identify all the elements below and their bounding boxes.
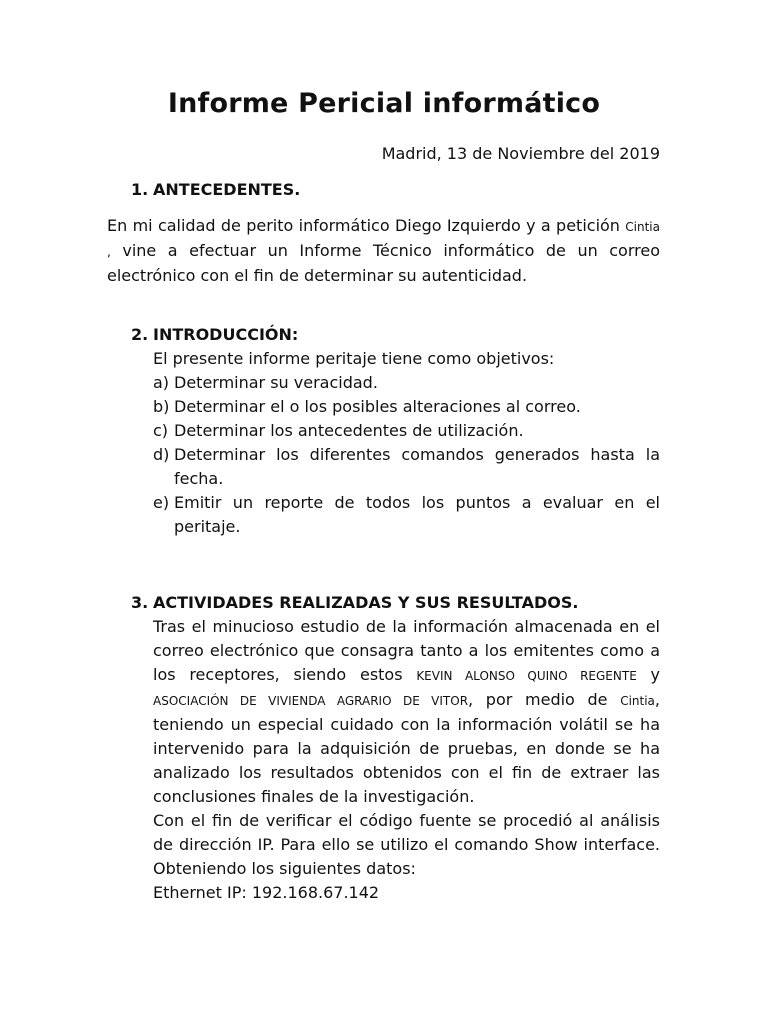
section-3-number: 3. xyxy=(131,593,149,612)
ip-line: Ethernet IP: 192.168.67.142 xyxy=(153,883,380,902)
section-3-paragraph-2: Con el fin de verificar el código fuente se procedió al análisis de dirección IP. Para ello se utilizo el comando Show interface. Obteniendo los siguientes datos: xyxy=(153,811,660,878)
section-2-heading xyxy=(131,325,298,344)
section-3-text-a: Tras el minucioso estudio de la información almacenada en el correo electrónico que consagra tanto a los emitentes como a los receptores, siendo estos xyxy=(153,617,660,684)
objective-label: c) xyxy=(153,421,169,440)
sender-name: KEVIN ALONSO QUINO REGENTE xyxy=(416,669,637,683)
objective-item xyxy=(153,491,660,539)
section-2-intro: El presente informe peritaje tiene como objetivos: xyxy=(153,349,555,368)
objective-text: Determinar su veracidad. xyxy=(174,373,378,392)
section-1-paragraph xyxy=(107,214,660,288)
section-3-text-b: , por medio de xyxy=(468,690,621,709)
objective-text: Determinar los diferentes comandos generados hasta la fecha. xyxy=(174,445,660,488)
section-1-text-a: En mi calidad de perito informático Diego Izquierdo y a petición xyxy=(107,216,626,235)
section-1-text-b: vine a efectuar un Informe Técnico informático de un correo electrónico con el fin de determinar su autenticidad. xyxy=(107,241,660,285)
objective-label: d) xyxy=(153,445,170,464)
objective-label: e) xyxy=(153,493,170,512)
section-1-name: Cintia , xyxy=(107,220,660,259)
objective-item xyxy=(153,371,660,395)
objective-item xyxy=(153,419,660,443)
document-title: Informe Pericial informático xyxy=(167,88,601,119)
objective-item xyxy=(153,443,660,491)
section-1-title: ANTECEDENTES. xyxy=(153,180,301,199)
section-3-title: ACTIVIDADES REALIZADAS Y SUS RESULTADOS. xyxy=(153,593,579,612)
objective-item xyxy=(153,395,660,419)
section-2-body xyxy=(153,347,660,539)
section-2-title: INTRODUCCIÓN: xyxy=(153,325,299,344)
receiver-name: ASOCIACIÓN DE VIVIENDA AGRARIO DE VITOR xyxy=(153,694,469,708)
objective-label: a) xyxy=(153,373,170,392)
section-3-heading xyxy=(131,593,578,612)
objective-text: Determinar el o los posibles alteraciones al correo. xyxy=(174,397,581,416)
objective-text: Emitir un reporte de todos los puntos a evaluar en el peritaje. xyxy=(174,493,660,536)
section-3-text-c: , teniendo un especial cuidado con la información volátil se ha intervenido para la adquisición de pruebas, en donde se ha analizado los resultados obtenidos con el fin de extraer las conclusiones finales de la investigación. xyxy=(153,690,661,806)
requester-name: Cintia xyxy=(620,694,655,708)
objective-text: Determinar los antecedentes de utilización. xyxy=(174,421,524,440)
section-3-body xyxy=(153,615,660,905)
document-date: Madrid, 13 de Noviembre del 2019 xyxy=(381,144,660,163)
section-1-heading xyxy=(131,180,300,199)
objective-label: b) xyxy=(153,397,170,416)
section-3-paragraph-1 xyxy=(153,615,660,809)
section-2-number: 2. xyxy=(131,325,149,344)
section-1-number: 1. xyxy=(131,180,149,199)
section-3-text-y: y xyxy=(636,665,661,684)
